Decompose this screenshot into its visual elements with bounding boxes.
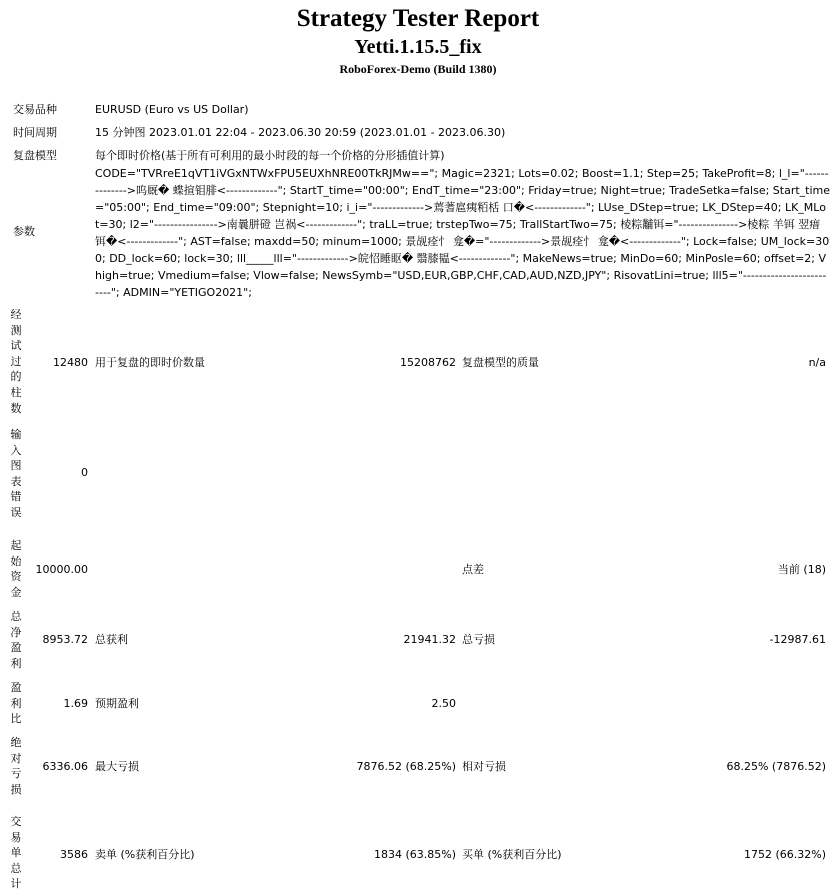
deposit-value: 10000.00 — [35, 563, 88, 576]
absdd-label: 绝 对 亏 损 — [10, 736, 22, 796]
long-value: 1752 (66.32%) — [743, 848, 826, 861]
grossprofit-value: 21941.32 — [403, 633, 456, 646]
period-value: 15 分钟图 2023.01.01 22:04 - 2023.06.30 20:59 (2023.01.01 - 2023.06.30) — [95, 126, 506, 139]
trades-label: 交 易 单 总 计 — [10, 815, 22, 891]
grossloss-label: 总亏损 — [462, 633, 495, 646]
params-value: CODE="TVRreE1qVT1iVGxNTWxFPU5EUXhNRE00TkRJMw=="; Magic=2321; Lots=0.02; Boost=1.1; Step=25; TakeProfit=8; l_l="-------------->呜厩� 蝶揎钼腓<-------------"; StartT_time="00:00"; EndT_time="23:00"; Friday=true; Night=true; TradeSetka=false; Start_time="05:00"; End_time="09:00"; Stepnight=10; i_i="------------->蔫蓍扈痍粨栝 口�<-------------"; LUse_DStep=true; LK_DStep=40; LK_MLot=30; l2="---------------->南曩胼磴 岂祸<-------------"; traLL=true; trstepTwo=75; TrallStartTwo=75; 棱粽黼铒="--------------->棱粽 羊铒 翌瘄铒�<-------------"; AST=false; maxdd=50; minum=1000; 景觇痊忄 龛�="------------->景觇痊忄 龛�<-------------"; Lock=false; UM_lock=300; DD_lock=60; lock=30; lll_____lll="------------->皖怊睡眍� 翳膝韫<-------------"; MakeNews=true; MinDo=60; MinPosle=60; offset=2; Vhigh=true; Vmedium=false; Vlow=false; NewsSymb="USD,EUR,GBP,CHF,CAD,AUD,NZD,JPY"; RisovatLini=true; lll5="-------------------------"; ADMIN="YETIGO2021"; — [95, 167, 831, 299]
reldd-label: 相对亏损 — [462, 760, 506, 773]
bars-label: 经 测 试 过 的 柱 数 — [10, 308, 22, 415]
model-value: 每个即时价格(基于所有可利用的最小时段的每一个价格的分形插值计算) — [95, 149, 445, 162]
maxdd-label: 最大亏损 — [95, 760, 139, 773]
ticks-label: 用于复盘的即时价数量 — [95, 356, 205, 369]
quality-value: n/a — [808, 356, 826, 369]
expert-name: Yetti.1.15.5_fix — [354, 36, 482, 58]
pf-value: 1.69 — [63, 697, 88, 710]
report-title: Strategy Tester Report — [296, 5, 540, 32]
ticks-value: 15208762 — [400, 356, 456, 369]
short-label: 卖单 (%获利百分比) — [95, 848, 195, 861]
params-label: 参数 — [13, 225, 35, 238]
model-label: 复盘模型 — [13, 149, 57, 162]
server-build: RoboForex-Demo (Build 1380) — [339, 62, 497, 76]
long-label: 买单 (%获利百分比) — [462, 848, 562, 861]
short-value: 1834 (63.85%) — [373, 848, 456, 861]
spread-value: 当前 (18) — [777, 563, 826, 576]
trades-value: 3586 — [60, 848, 88, 861]
expected-value: 2.50 — [431, 697, 456, 710]
symbol-value: EURUSD (Euro vs US Dollar) — [95, 103, 249, 116]
netprofit-label: 总 净 盈 利 — [10, 610, 22, 670]
grossprofit-label: 总获利 — [95, 633, 128, 646]
errors-label: 输 入 图 表 错 误 — [10, 428, 22, 519]
pf-label: 盈 利 比 — [10, 681, 22, 726]
quality-label: 复盘模型的质量 — [462, 356, 539, 369]
deposit-label: 起 始 资 金 — [10, 539, 22, 599]
bars-value: 12480 — [53, 356, 88, 369]
maxdd-value: 7876.52 (68.25%) — [356, 760, 456, 773]
grossloss-value: -12987.61 — [769, 633, 826, 646]
netprofit-value: 8953.72 — [42, 633, 88, 646]
symbol-label: 交易品种 — [13, 103, 57, 116]
expected-label: 预期盈利 — [95, 697, 139, 710]
reldd-value: 68.25% (7876.52) — [726, 760, 826, 773]
period-label: 时间周期 — [13, 126, 57, 139]
errors-value: 0 — [81, 466, 88, 479]
spread-label: 点差 — [462, 563, 484, 576]
absdd-value: 6336.06 — [42, 760, 88, 773]
